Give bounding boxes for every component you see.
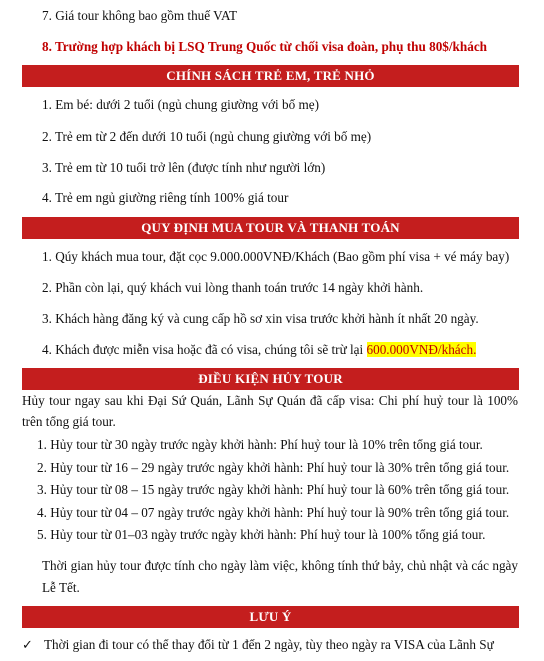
children-policy-header: CHÍNH SÁCH TRẺ EM, TRẺ NHỎ: [22, 65, 519, 87]
payment-item-4-text: 4. Khách được miễn visa hoặc đã có visa, chúng tôi sẽ trừ lại: [42, 342, 367, 357]
cancellation-item-1: 1. Hủy tour từ 30 ngày trước ngày khởi hành: Phí huỷ tour là 10% trên tổng giá tour.: [37, 437, 483, 452]
payment-item-2: 2. Phần còn lại, quý khách vui lòng thanh toán trước 14 ngày khởi hành.: [42, 280, 424, 295]
children-item-1: 1. Em bé: dưới 2 tuổi (ngủ chung giường với bố mẹ): [42, 97, 319, 112]
payment-item-1: 1. Qúy khách mua tour, đặt cọc 9.000.000VNĐ/Khách (Bao gồm phí visa + vé máy bay): [42, 249, 510, 264]
notes-item-1-text: Thời gian đi tour có thể thay đổi từ 1 đến 2 ngày, tùy theo ngày ra VISA của Lãnh Sự: [44, 637, 494, 652]
payment-policy-header: QUY ĐỊNH MUA TOUR VÀ THANH TOÁN: [22, 217, 519, 239]
included-item-8: 8. Trường hợp khách bị LSQ Trung Quốc từ chối visa đoàn, phụ thu 80$/khách: [42, 39, 488, 54]
children-item-2: 2. Trẻ em từ 2 đến dưới 10 tuổi (ngủ chung giường với bố mẹ): [42, 129, 372, 144]
payment-item-3: 3. Khách hàng đăng ký và cung cấp hồ sơ xin visa trước khởi hành ít nhất 20 ngày.: [42, 311, 479, 326]
children-item-3: 3. Trẻ em từ 10 tuổi trở lên (được tính như người lớn): [42, 160, 326, 175]
cancellation-policy-header: ĐIỀU KIỆN HỦY TOUR: [22, 368, 519, 390]
refund-amount-highlight: 600.000VNĐ/khách.: [366, 342, 477, 357]
cancellation-item-2: 2. Hủy tour từ 16 – 29 ngày trước ngày khởi hành: Phí huỷ tour là 30% trên tổng giá tour.: [37, 460, 510, 475]
checkmark-icon: ✓: [22, 637, 34, 652]
cancellation-item-5: 5. Hủy tour từ 01–03 ngày trước ngày khởi hành: Phí huỷ tour là 100% tổng giá tour.: [37, 527, 486, 542]
cancellation-intro: Hủy tour ngay sau khi Đại Sứ Quán, Lãnh Sự Quán đã cấp visa: Chi phí huỷ tour là 100% trên tổng giá tour.: [22, 393, 518, 429]
payment-item-4: [42, 342, 476, 358]
children-item-4: 4. Trẻ em ngủ giường riêng tính 100% giá tour: [42, 190, 289, 205]
notes-header: LƯU Ý: [22, 606, 519, 628]
cancellation-note: Thời gian hủy tour được tính cho ngày làm việc, không tính thứ bảy, chủ nhật và các ngày Lễ Tết.: [42, 558, 518, 595]
notes-item-1: [22, 637, 494, 653]
cancellation-item-3: 3. Hủy tour từ 08 – 15 ngày trước ngày khởi hành: Phí huỷ tour là 60% trên tổng giá tour.: [37, 482, 510, 497]
cancellation-item-4: 4. Hủy tour từ 04 – 07 ngày trước ngày khởi hành: Phí huỷ tour là 90% trên tổng giá tour.: [37, 505, 510, 520]
included-item-7: 7. Giá tour không bao gồm thuế VAT: [42, 8, 238, 23]
